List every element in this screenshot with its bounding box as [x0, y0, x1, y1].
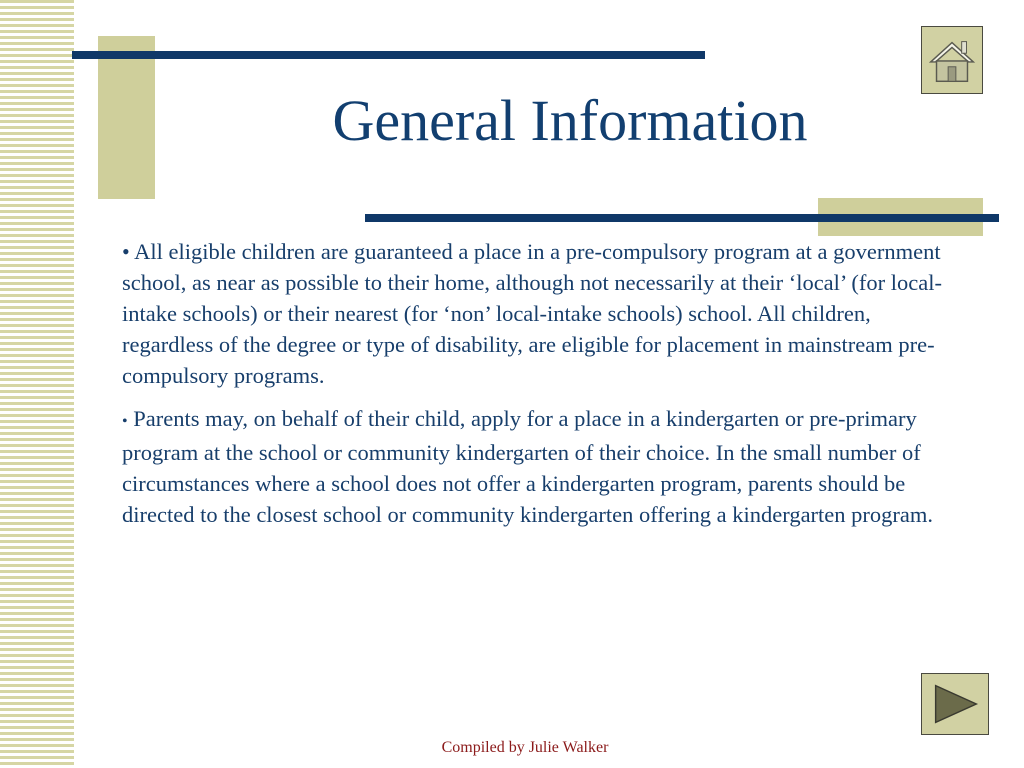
home-button[interactable]: [921, 26, 983, 94]
body-paragraph: [122, 403, 952, 530]
footer-credit: Compiled by Julie Walker: [441, 739, 609, 756]
paragraph-text: All eligible children are guaranteed a place in a pre-compulsory program at a government school, as near as possible to their home, although not necessarily at their ‘local’ (for local-intake schools) or their nearest (for ‘non’ local-intake schools) school. All children, regardless of the degree or type of disability, are eligible for placement in mainstream pre-compulsory programs.: [122, 239, 942, 388]
next-arrow-icon: [922, 674, 988, 734]
bullet-icon: •: [122, 413, 128, 430]
home-icon: [922, 27, 982, 93]
decorative-bar-top: [72, 51, 705, 59]
paragraph-text: Parents may, on behalf of their child, apply for a place in a kindergarten or pre-primary program at the school or community kindergarten of their choice. In the small number of circumstances where a school does not offer a kindergarten program, parents should be directed to the closest school or community kindergarten offering a kindergarten program.: [122, 406, 934, 527]
slide-title: General Information: [332, 88, 808, 153]
decorative-bar-bottom: [365, 214, 999, 222]
next-slide-button[interactable]: [921, 673, 989, 735]
decorative-tan-block-left: [98, 36, 155, 199]
body-paragraph: [122, 236, 952, 391]
decorative-stripes: [0, 0, 74, 768]
slide-body: [122, 236, 952, 542]
bullet-icon: •: [122, 239, 130, 264]
